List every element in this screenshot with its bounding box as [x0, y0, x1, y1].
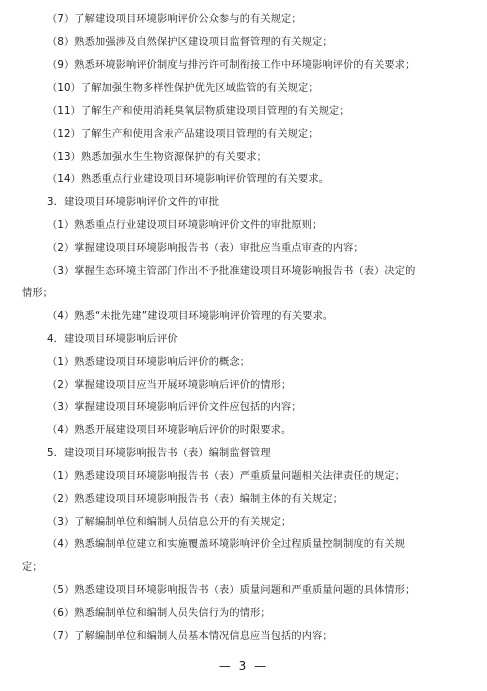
text-line: （3）掌握生态环境主管部门作出不予批准建设项目环境影响报告书（表）决定的 [47, 266, 416, 277]
text-line: （8）熟悉加强涉及自然保护区建设项目监督管理的有关规定； [47, 37, 333, 48]
text-line: （6）熟悉编制单位和编制人员失信行为的情形； [47, 608, 271, 619]
text-line: （7）了解编制单位和编制人员基本情况信息应当包括的内容； [47, 631, 333, 642]
text-line: （11）了解生产和使用消耗臭氧层物质建设项目管理的有关规定； [47, 106, 350, 117]
text-line: （13）熟悉加强水生生物资源保护的有关要求； [47, 152, 268, 163]
text-line: （4）熟悉“未批先建”建设项目环境影响评价管理的有关要求。 [47, 311, 334, 322]
text-line: （3）掌握建设项目环境影响后评价文件应包括的内容； [47, 402, 302, 413]
text-line-continuation: 定； [22, 562, 43, 573]
text-line: （4）熟悉开展建设项目环境影响后评价的时限要求。 [47, 425, 292, 436]
section-heading: 3．建设项目环境影响评价文件的审批 [47, 197, 220, 208]
text-line: （5）熟悉建设项目环境影响报告书（表）质量问题和严重质量问题的具体情形； [47, 585, 416, 596]
text-line: （4）熟悉编制单位建立和实施覆盖环境影响评价全过程质量控制制度的有关规 [47, 539, 406, 550]
text-line: （7）了解建设项目环境影响评价公众参与的有关规定； [47, 14, 302, 25]
section-heading: 4．建设项目环境影响后评价 [47, 334, 178, 345]
text-line: （1）熟悉重点行业建设项目环境影响评价文件的审批原则； [47, 220, 323, 231]
text-line: （3）了解编制单位和编制人员信息公开的有关规定； [47, 517, 292, 528]
text-line: （9）熟悉环境影响评价制度与排污许可制衔接工作中环境影响评价的有关要求； [47, 60, 416, 71]
text-line: （2）掌握建设项目应当开展环境影响后评价的情形； [47, 380, 292, 391]
text-line: （10）了解加强生物多样性保护优先区域监管的有关规定； [47, 83, 319, 94]
section-heading: 5．建设项目环境影响报告书（表）编制监督管理 [47, 448, 271, 459]
text-line: （14）熟悉重点行业建设项目环境影响评价管理的有关要求。 [47, 174, 330, 185]
text-line: （1）熟悉建设项目环境影响报告书（表）严重质量问题相关法律责任的规定； [47, 471, 406, 482]
text-line: （2）掌握建设项目环境影响报告书（表）审批应当重点审查的内容； [47, 243, 364, 254]
text-line: （1）熟悉建设项目环境影响后评价的概念； [47, 357, 251, 368]
text-line: （2）熟悉建设项目环境影响报告书（表）编制主体的有关规定； [47, 494, 344, 505]
text-line: （12）了解生产和使用含汞产品建设项目管理的有关规定； [47, 129, 319, 140]
text-line-continuation: 情形； [22, 288, 54, 299]
page-number: — 3 — [218, 659, 269, 673]
